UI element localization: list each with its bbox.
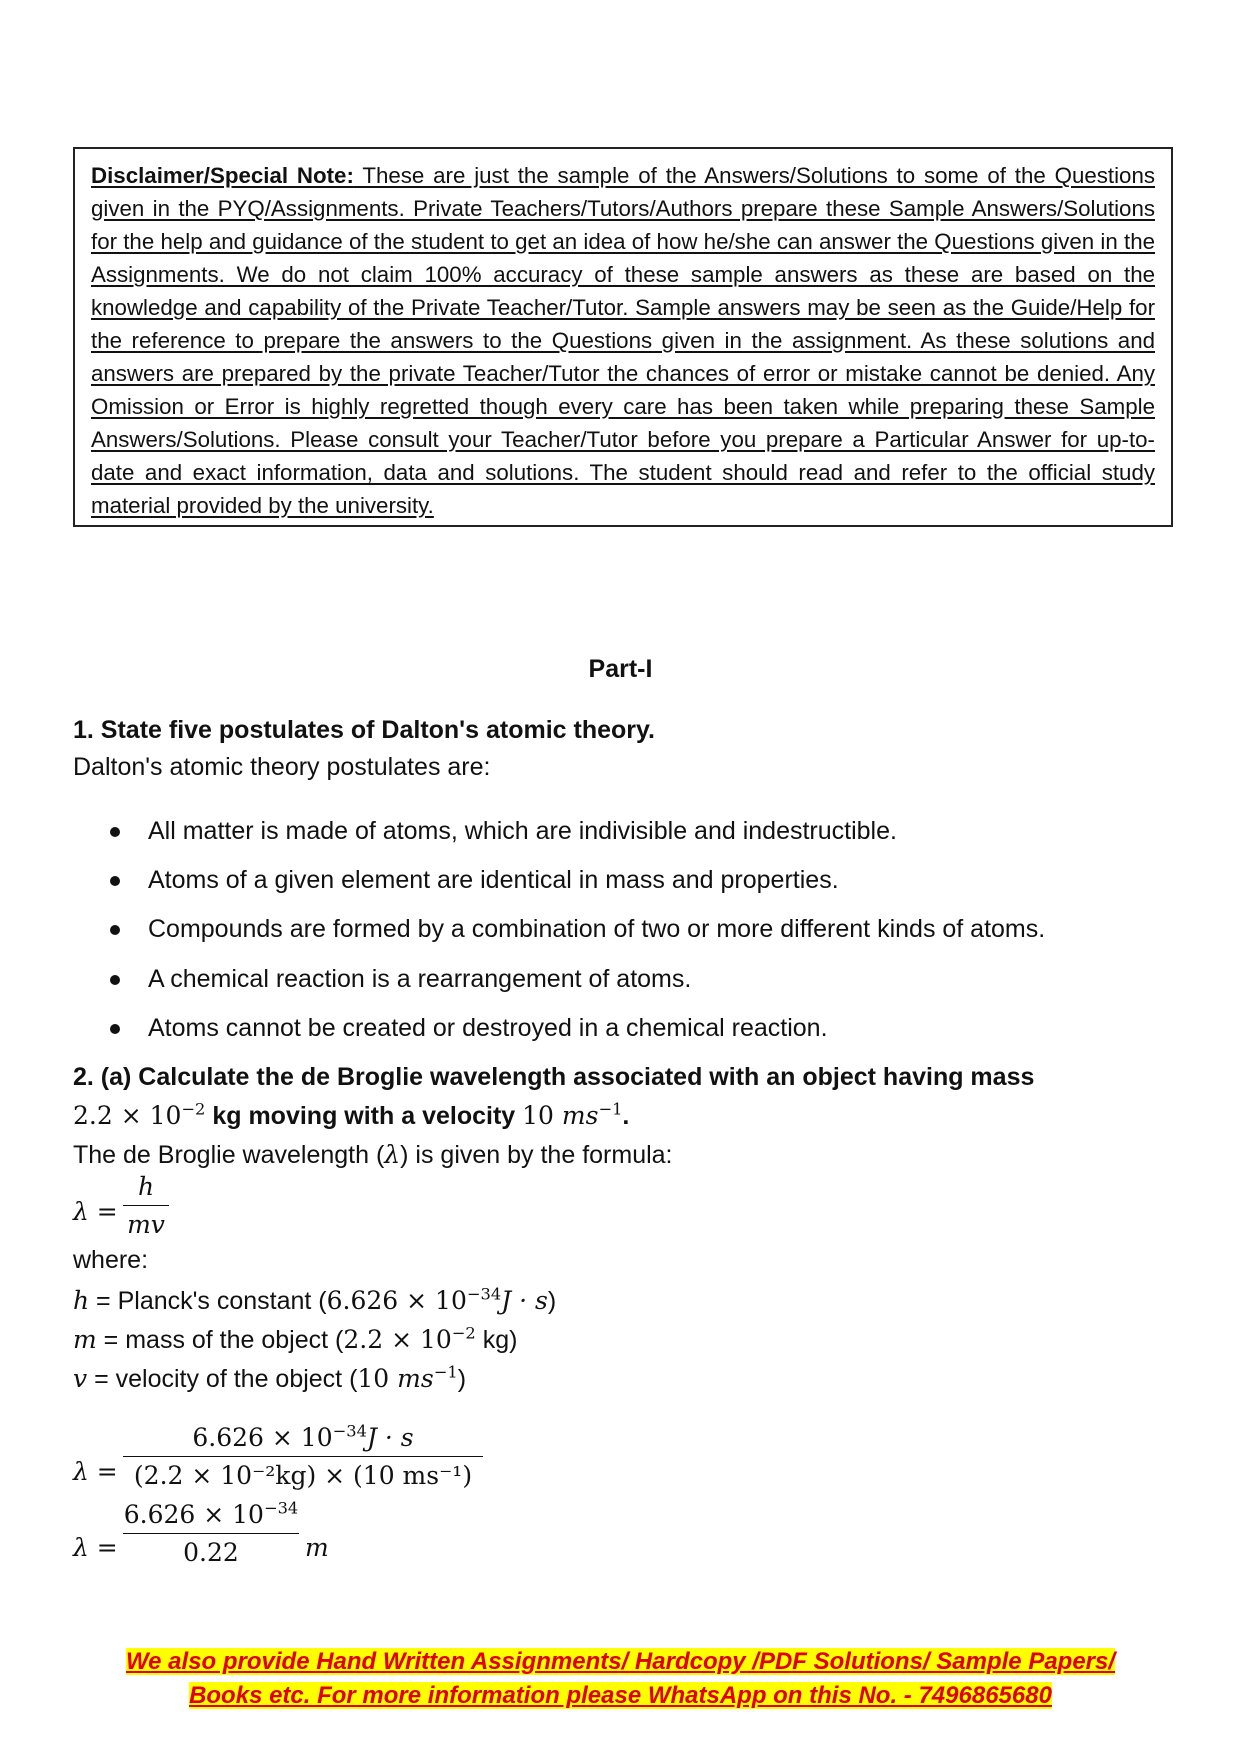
calc1-num-unit: J · s (366, 1423, 414, 1452)
formula-intro-b: ) is given by the formula: (400, 1141, 673, 1169)
formula-lhs: λ = (73, 1197, 118, 1226)
calc1-denominator: (2.2 × 10⁻²kg) × (10 ms⁻¹) (133, 1461, 473, 1490)
v-text: = velocity of the object ( (87, 1365, 358, 1393)
postulate-list (110, 817, 1045, 1063)
v-exp: −1 (433, 1362, 458, 1382)
calc1-lhs: λ = (73, 1457, 118, 1486)
mass-value: 2.2 × 10 (73, 1101, 182, 1130)
formula-numerator: h (137, 1172, 155, 1201)
lambda-symbol: λ (73, 1533, 89, 1562)
velocity-exp: −1 (598, 1099, 623, 1119)
v-unit: ms (397, 1364, 434, 1393)
list-item: Compounds are formed by a combination of two or more different kinds of atoms. (110, 915, 1045, 964)
q1-intro: Dalton's atomic theory postulates are: (73, 753, 491, 781)
h-text: = Planck's constant ( (89, 1287, 327, 1315)
calc2-numerator (124, 1500, 299, 1529)
formula-intro-a: The de Broglie wavelength ( (73, 1141, 385, 1169)
velocity-value: 10 (522, 1101, 562, 1130)
formula-denominator: mv (127, 1210, 165, 1239)
fraction-bar (123, 1205, 169, 1206)
part-title: Part-I (588, 655, 653, 683)
question-1: 1. State five postulates of Dalton's atomic theory. (73, 716, 655, 744)
list-item: A chemical reaction is a rearrangement of atoms. (110, 965, 1045, 1014)
lambda-symbol: λ (73, 1457, 89, 1486)
calc1-num-exp: −34 (332, 1421, 367, 1441)
calc1-fraction (123, 1423, 483, 1490)
mass-exp: −2 (181, 1099, 206, 1119)
footer-line-2: Books etc. For more information please WhatsApp on this No. - 7496865680 (189, 1682, 1052, 1709)
fraction-bar (123, 1456, 483, 1457)
calc2-unit: m (305, 1533, 329, 1562)
v-symbol: v (73, 1364, 88, 1393)
disclaimer-text (91, 159, 1155, 522)
m-value: 2.2 × 10 (343, 1325, 452, 1354)
lambda-symbol: λ (384, 1140, 401, 1169)
lambda-symbol: λ (73, 1197, 89, 1226)
where-label: where: (73, 1246, 149, 1274)
v-definition (73, 1364, 466, 1394)
question-2-line1: 2. (a) Calculate the de Broglie wavelength associated with an object having mass (73, 1063, 1035, 1091)
footer-line-1: We also provide Hand Written Assignments/ Hardcopy /PDF Solutions/ Sample Papers/ (125, 1648, 1116, 1675)
question-2-line2 (73, 1101, 629, 1131)
disclaimer-label: Disclaimer/Special Note: (91, 163, 354, 188)
calc2-num-exp: −34 (263, 1498, 299, 1518)
h-exp: −34 (466, 1284, 502, 1304)
calc2-lhs: λ = (73, 1533, 118, 1562)
calc1-num-value: 6.626 × 10 (192, 1423, 333, 1452)
h-unit: J · s (501, 1286, 548, 1315)
h-close: ) (547, 1287, 557, 1315)
fraction-bar (123, 1533, 299, 1534)
disclaimer-body: These are just the sample of the Answers/Solutions to some of the Questions given in the PYQ/Assignments. Private Teachers/Tutors/Authors prepare these Sample Answers/Solutions for the help and guidance of the student to get an idea of how he/she can answer the Questions given in the Assignments. We do not claim 100% accuracy of these sample answers as these are based on the knowledge and capability of the Private Teacher/Tutor. Sample answers may be seen as the Guide/Help for the reference to prepare the answers to the Questions given in the assignment. As these solutions and answers are prepared by the private Teacher/Tutor the chances of error or mistake cannot be denied. Any Omission or Error is highly regretted though every care has been taken while preparing these Sample Answers/Solutions. Please consult your Teacher/Tutor before you prepare a Particular Answer for up-to-date and exact information, data and solutions. The student should read and refer to the official study material provided by the university. (91, 163, 1155, 518)
formula-intro (73, 1140, 673, 1170)
h-value: 6.626 × 10 (326, 1286, 467, 1315)
m-definition (73, 1325, 517, 1355)
m-symbol: m (73, 1325, 97, 1354)
calc2-fraction (123, 1500, 299, 1567)
list-item: Atoms cannot be created or destroyed in a chemical reaction. (110, 1014, 1045, 1063)
h-definition (73, 1286, 556, 1316)
disclaimer-box (73, 147, 1173, 527)
v-close: ) (457, 1365, 467, 1393)
h-symbol: h (73, 1286, 90, 1315)
list-item: All matter is made of atoms, which are indivisible and indestructible. (110, 817, 1045, 866)
calc2-num-value: 6.626 × 10 (123, 1500, 264, 1529)
footer-advert (0, 1645, 1241, 1713)
list-item: Atoms of a given element are identical in mass and properties. (110, 866, 1045, 915)
formula-fraction (123, 1172, 169, 1239)
calc2-denominator: 0.22 (183, 1538, 239, 1567)
m-exp: −2 (451, 1323, 476, 1343)
velocity-unit: ms (561, 1101, 599, 1130)
question-period: . (622, 1102, 630, 1130)
m-unit: kg) (475, 1326, 518, 1354)
v-value: 10 (357, 1364, 398, 1393)
m-text: = mass of the object ( (96, 1326, 344, 1354)
calc1-numerator (192, 1423, 413, 1452)
mass-unit-text: kg moving with a velocity (205, 1102, 523, 1130)
